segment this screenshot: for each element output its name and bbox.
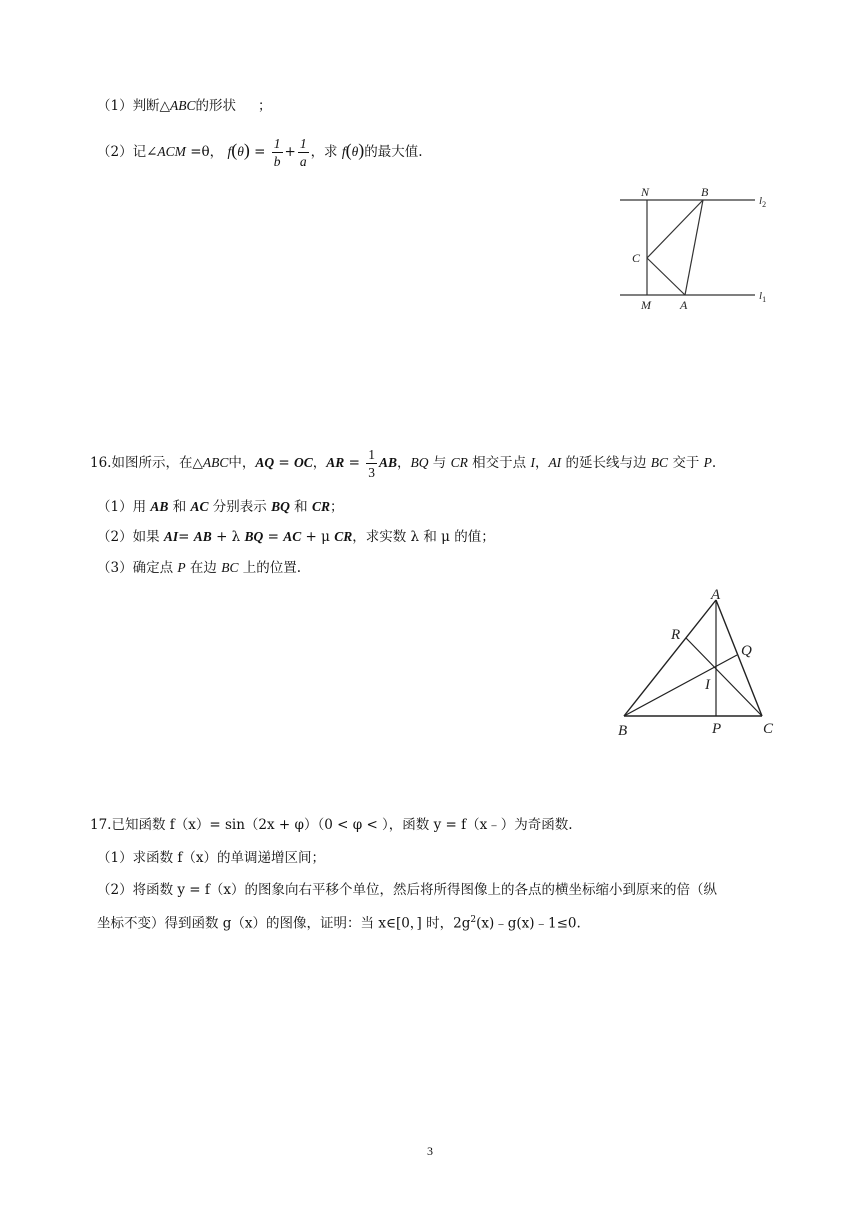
q15-theta: θ [237, 144, 244, 159]
q16-frac-1-3: $\frac{1}{3}$ [368, 447, 375, 480]
label-l2: $l_2$ [759, 195, 767, 209]
q15-part2-eq: =θ， [185, 144, 224, 160]
q15-theta2: θ [351, 144, 359, 159]
q17-stem: 17.已知函数 f（x）= sin（2x + φ）（0 < φ < ），函数 y = f（x﹣）为奇函数. [90, 817, 573, 833]
label-C: C [632, 251, 641, 265]
label-B: B [701, 185, 709, 199]
segment-BQ [624, 655, 737, 716]
q15-part2-prefix: （2）记∠ [97, 144, 158, 160]
q17-part2-line1: （2）将函数 y = f（x）的图象向右平移个单位，然后将所得图像上的各点的横坐标缩小到原来的倍（纵 [97, 882, 718, 898]
q17-part1: （1）求函数 f（x）的单调递增区间； [97, 850, 325, 866]
q15-frac-1b: $\frac{1}{b}$ [273, 136, 281, 169]
q17-part2-line2: 坐标不变）得到函数 g（x）的图像，证明：当 x∈[0，] 时，$2g^2(x)﹣g(x)﹣1\le 0$. [97, 915, 581, 932]
label-A: A [680, 298, 688, 312]
label-Q: Q [741, 643, 752, 659]
q16-figure [612, 585, 782, 740]
q15-part2-end: 的最大值. [364, 144, 423, 160]
q16-part1: （1）用 AB 和 AC 分别表示 BQ 和 CR； [97, 499, 344, 515]
q15-part1-prefix: （1）判断△ [97, 98, 170, 114]
q15-part1-abc: ABC [169, 98, 196, 113]
q15-figure [615, 183, 775, 313]
label-A: A [711, 587, 721, 603]
q15-eq: = [254, 144, 266, 160]
q15-comma-qiu: ，求 [310, 144, 338, 160]
label-B: B [618, 723, 628, 739]
label-N: N [641, 185, 650, 199]
segment-CA [647, 258, 685, 295]
label-I: I [705, 677, 710, 693]
q15-part1 [97, 96, 271, 116]
q15-part1-suffix: 的形状 [195, 98, 236, 114]
q16-stem: 16.如图所示，在△ABC中，AQ = OC，AR = $\frac{1}{3}$ AB，BQ 与 CR 相交于点 I，AI 的延长线与边 BC 交于 P. [90, 447, 717, 480]
segment-AB [685, 200, 703, 295]
page-number: 3 [427, 1144, 433, 1158]
q15-plus: + [284, 144, 296, 160]
q15-frac-1a: $\frac{1}{a}$ [299, 136, 307, 169]
segment-CB [647, 200, 703, 258]
side-AC [716, 600, 762, 716]
label-R: R [671, 627, 681, 643]
label-C: C [763, 721, 774, 737]
q15-f2: f [341, 144, 346, 159]
label-M: M [641, 298, 651, 312]
label-P: P [712, 721, 722, 737]
q15-part2-angle: ACM [157, 144, 186, 159]
q15-part2: （2）记∠ACM =θ， f(θ) = $\frac{1}{b}$ + $\frac{1}{a}$ ，求 f(θ)的最大值. [97, 136, 423, 169]
q16-part3: （3）确定点 P 在边 BC 上的位置. [97, 560, 302, 576]
side-AB [624, 600, 716, 716]
q15-part1-end: ； [257, 98, 272, 114]
q15-f: f [227, 144, 232, 159]
label-l1: $l_1$ [759, 290, 767, 304]
q16-part2: （2）如果 AI= AB + λ BQ = AC + μ CR，求实数 λ 和 μ 的值； [97, 529, 495, 545]
